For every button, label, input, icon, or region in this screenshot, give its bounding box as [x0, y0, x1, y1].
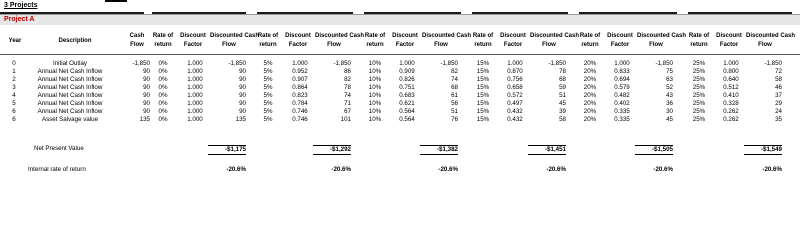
cell-rate: 5%: [263, 108, 273, 115]
cell-factor: 0.909: [399, 68, 415, 75]
cell-disc: 67: [344, 108, 351, 115]
cell-factor: 0.870: [507, 68, 523, 75]
cell-description: Annual Net Cash Inflow: [37, 84, 103, 91]
cell-factor: 0.640: [723, 76, 739, 83]
cell-disc: 59: [559, 84, 566, 91]
cell-disc: -1,850: [655, 60, 673, 67]
cell-factor: 0.751: [399, 84, 415, 91]
cell-disc: -1,850: [333, 60, 351, 67]
cell-rate: 5%: [263, 116, 273, 123]
cell-factor: 0.564: [399, 116, 415, 123]
cell-rate: 25%: [692, 84, 706, 91]
cell-year: 5: [12, 100, 16, 107]
cell-disc: 68: [451, 84, 458, 91]
cell-disc: 56: [451, 100, 458, 107]
column-header-discounted-cash-flow: Discounted Cash Flow: [746, 33, 796, 48]
cell-rate: 0%: [158, 92, 168, 99]
cell-factor: 0.432: [507, 116, 523, 123]
cell-rate: 15%: [476, 76, 490, 83]
cell-rate: 0%: [158, 68, 168, 75]
cell-rate: 25%: [692, 100, 706, 107]
cell-factor: 0.564: [399, 108, 415, 115]
cell-disc: 71: [344, 100, 351, 107]
cell-factor: 0.328: [723, 100, 739, 107]
cell-factor: 0.658: [507, 84, 523, 91]
column-header-cash-flow: Cash Flow: [129, 33, 145, 48]
cell-factor: 1.000: [187, 108, 203, 115]
cell-rate: 5%: [263, 60, 273, 67]
cell-disc: -1,850: [548, 60, 566, 67]
cell-factor: 1.000: [723, 60, 739, 67]
cell-rate: 0%: [158, 108, 168, 115]
cell-description: Annual Net Cash Inflow: [37, 92, 103, 99]
cell-year: 1: [12, 68, 16, 75]
cell-disc: 24: [775, 108, 782, 115]
cell-disc: 45: [559, 100, 566, 107]
cell-cash-flow: 90: [143, 76, 150, 83]
cell-disc: 82: [344, 76, 351, 83]
cell-factor: 0.482: [614, 92, 630, 99]
cell-factor: 0.497: [507, 100, 523, 107]
column-header-discount-factor: Discount Factor: [392, 33, 418, 48]
cell-rate: 5%: [263, 92, 273, 99]
cell-disc: 78: [559, 68, 566, 75]
cell-factor: 1.000: [187, 84, 203, 91]
column-header-year: Year: [8, 38, 22, 44]
cell-description: Annual Net Cash Inflow: [37, 68, 103, 75]
npv-value: -$1,549: [744, 145, 782, 155]
cell-factor: 0.746: [292, 116, 308, 123]
column-header-rate-of-return: Rate of return: [364, 33, 386, 48]
cell-rate: 5%: [263, 76, 273, 83]
irr-value: -20.6%: [226, 166, 246, 173]
cell-factor: 0.864: [292, 84, 308, 91]
cell-factor: 0.823: [292, 92, 308, 99]
cell-disc: 90: [239, 92, 246, 99]
cell-factor: 0.907: [292, 76, 308, 83]
cell-factor: 1.000: [187, 60, 203, 67]
cell-factor: 0.262: [723, 108, 739, 115]
cell-factor: 0.800: [723, 68, 739, 75]
cell-rate: 20%: [583, 84, 597, 91]
column-header-discount-factor: Discount Factor: [180, 33, 206, 48]
cell-rate: 10%: [368, 76, 382, 83]
cell-disc: 82: [451, 68, 458, 75]
cell-factor: 0.746: [292, 108, 308, 115]
cell-rate: 25%: [692, 68, 706, 75]
cell-disc: 39: [559, 108, 566, 115]
cell-rate: 25%: [692, 116, 706, 123]
cell-year: 2: [12, 76, 16, 83]
cell-cash-flow: 90: [143, 100, 150, 107]
cell-cash-flow: 90: [143, 84, 150, 91]
irr-label: Internal rate of return: [28, 166, 86, 173]
cell-disc: 51: [559, 92, 566, 99]
cell-rate: 10%: [368, 60, 382, 67]
cell-disc: -1,850: [228, 60, 246, 67]
cell-factor: 0.512: [723, 84, 739, 91]
cell-rate: 20%: [583, 60, 597, 67]
cell-factor: 0.833: [614, 68, 630, 75]
cell-disc: -1,850: [440, 60, 458, 67]
cell-disc: 37: [775, 92, 782, 99]
column-header-discounted-cash-flow: Discounted Cash Flow: [315, 33, 365, 48]
sheet-title: 3 Projects: [4, 2, 38, 9]
cell-factor: 0.683: [399, 92, 415, 99]
cell-disc: 76: [451, 116, 458, 123]
project-bar: [0, 14, 800, 25]
cell-rate: 15%: [476, 68, 490, 75]
cell-rate: 10%: [368, 116, 382, 123]
cell-factor: 1.000: [187, 68, 203, 75]
project-label: Project A: [4, 16, 35, 23]
irr-value: -20.6%: [762, 166, 782, 173]
column-header-rate-of-return: Rate of return: [579, 33, 601, 48]
cell-rate: 20%: [583, 116, 597, 123]
cell-factor: 1.000: [187, 116, 203, 123]
cell-cash-flow: 90: [143, 92, 150, 99]
cell-factor: 0.572: [507, 92, 523, 99]
cell-cash-flow: 135: [139, 116, 150, 123]
cell-disc: 75: [666, 68, 673, 75]
cell-rate: 10%: [368, 108, 382, 115]
cell-rate: 0%: [158, 100, 168, 107]
cell-rate: 15%: [476, 84, 490, 91]
npv-value: -$1,292: [313, 145, 351, 155]
cell-disc: 52: [666, 84, 673, 91]
cell-rate: 10%: [368, 92, 382, 99]
cell-factor: 1.000: [507, 60, 523, 67]
cell-disc: 68: [559, 76, 566, 83]
cell-factor: 0.784: [292, 100, 308, 107]
irr-value: -20.6%: [653, 166, 673, 173]
cell-description: Annual Net Cash Inflow: [37, 100, 103, 107]
cell-factor: 0.621: [399, 100, 415, 107]
header-rule: [0, 54, 800, 55]
irr-value: -20.6%: [438, 166, 458, 173]
cell-rate: 20%: [583, 92, 597, 99]
cell-year: 6: [12, 116, 16, 123]
cell-disc: 90: [239, 68, 246, 75]
cell-disc: 46: [775, 84, 782, 91]
cell-rate: 20%: [583, 68, 597, 75]
cell-rate: 0%: [158, 76, 168, 83]
cell-year: 0: [12, 60, 16, 67]
cell-cash-flow: 90: [143, 68, 150, 75]
cell-rate: 25%: [692, 60, 706, 67]
cell-disc: 72: [775, 68, 782, 75]
cell-disc: -1,850: [764, 60, 782, 67]
cell-factor: 0.410: [723, 92, 739, 99]
column-header-discounted-cash-flow: Discounted Cash Flow: [530, 33, 580, 48]
cell-factor: 1.000: [187, 100, 203, 107]
npv-label: Net Present Value: [34, 145, 84, 152]
cell-rate: 0%: [158, 116, 168, 123]
cell-disc: 29: [775, 100, 782, 107]
column-header-rate-of-return: Rate of return: [472, 33, 494, 48]
npv-value: -$1,382: [420, 145, 458, 155]
column-header-rate-of-return: Rate of return: [152, 33, 174, 48]
cell-rate: 0%: [158, 60, 168, 67]
irr-value: -20.6%: [331, 166, 351, 173]
cell-disc: 58: [775, 76, 782, 83]
irr-value: -20.6%: [546, 166, 566, 173]
npv-value: -$1,505: [635, 145, 673, 155]
column-header-description: Description: [58, 38, 92, 44]
cell-disc: 45: [666, 116, 673, 123]
cell-disc: 78: [344, 84, 351, 91]
cell-rate: 5%: [263, 100, 273, 107]
cell-disc: 90: [239, 108, 246, 115]
cell-disc: 90: [239, 84, 246, 91]
cell-disc: 58: [559, 116, 566, 123]
cell-disc: 101: [340, 116, 351, 123]
cell-description: Annual Net Cash Inflow: [37, 108, 103, 115]
cell-rate: 25%: [692, 76, 706, 83]
column-header-discount-factor: Discount Factor: [285, 33, 311, 48]
column-header-rate-of-return: Rate of return: [257, 33, 279, 48]
cell-factor: 0.756: [507, 76, 523, 83]
cell-description: Annual Net Cash Inflow: [37, 76, 103, 83]
cell-disc: 90: [239, 76, 246, 83]
column-header-discount-factor: Discount Factor: [500, 33, 526, 48]
column-header-discounted-cash-flow: Discounted Cash Flow: [637, 33, 687, 48]
column-header-discount-factor: Discount Factor: [607, 33, 633, 48]
cell-factor: 0.579: [614, 84, 630, 91]
cell-disc: 90: [239, 100, 246, 107]
cell-rate: 10%: [368, 68, 382, 75]
cell-rate: 15%: [476, 108, 490, 115]
cell-disc: 74: [344, 92, 351, 99]
cell-disc: 51: [451, 108, 458, 115]
cell-factor: 1.000: [187, 76, 203, 83]
cell-rate: 10%: [368, 100, 382, 107]
column-header-discounted-cash-flow: Discounted Cash Flow: [210, 33, 260, 48]
cell-factor: 0.694: [614, 76, 630, 83]
cell-factor: 0.335: [614, 116, 630, 123]
npv-value: -$1,175: [208, 145, 246, 155]
column-header-discounted-cash-flow: Discounted Cash Flow: [422, 33, 472, 48]
cell-rate: 25%: [692, 92, 706, 99]
npv-value: -$1,451: [528, 145, 566, 155]
cell-factor: 0.826: [399, 76, 415, 83]
cell-rate: 20%: [583, 100, 597, 107]
cell-factor: 1.000: [187, 92, 203, 99]
cell-factor: 0.402: [614, 100, 630, 107]
cell-rate: 15%: [476, 100, 490, 107]
cell-factor: 1.000: [399, 60, 415, 67]
cell-disc: 86: [344, 68, 351, 75]
column-header-discount-factor: Discount Factor: [716, 33, 742, 48]
cell-factor: 0.262: [723, 116, 739, 123]
cell-disc: 36: [666, 100, 673, 107]
cell-rate: 5%: [263, 68, 273, 75]
cell-factor: 1.000: [292, 60, 308, 67]
cell-disc: 61: [451, 92, 458, 99]
cell-cash-flow: -1,850: [132, 60, 150, 67]
cell-rate: 20%: [583, 108, 597, 115]
cell-description: Asset Salvage value: [41, 116, 99, 123]
cell-factor: 1.000: [614, 60, 630, 67]
cell-disc: 63: [666, 76, 673, 83]
cell-rate: 5%: [263, 84, 273, 91]
cell-rate: 15%: [476, 92, 490, 99]
cell-year: 4: [12, 92, 16, 99]
cell-rate: 15%: [476, 60, 490, 67]
cell-rate: 25%: [692, 108, 706, 115]
cell-year: 3: [12, 84, 16, 91]
column-header-rate-of-return: Rate of return: [688, 33, 710, 48]
cell-disc: 74: [451, 76, 458, 83]
cell-factor: 0.335: [614, 108, 630, 115]
cell-cash-flow: 90: [143, 108, 150, 115]
cell-year: 6: [12, 108, 16, 115]
cell-disc: 35: [775, 116, 782, 123]
cell-rate: 15%: [476, 116, 490, 123]
cell-disc: 30: [666, 108, 673, 115]
cell-factor: 0.432: [507, 108, 523, 115]
header-ink-mark: [105, 0, 127, 2]
cell-rate: 20%: [583, 76, 597, 83]
cell-factor: 0.952: [292, 68, 308, 75]
cell-disc: 43: [666, 92, 673, 99]
cell-rate: 0%: [158, 84, 168, 91]
cell-description: Initial Outlay: [52, 60, 88, 67]
cell-rate: 10%: [368, 84, 382, 91]
cell-disc: 135: [235, 116, 246, 123]
